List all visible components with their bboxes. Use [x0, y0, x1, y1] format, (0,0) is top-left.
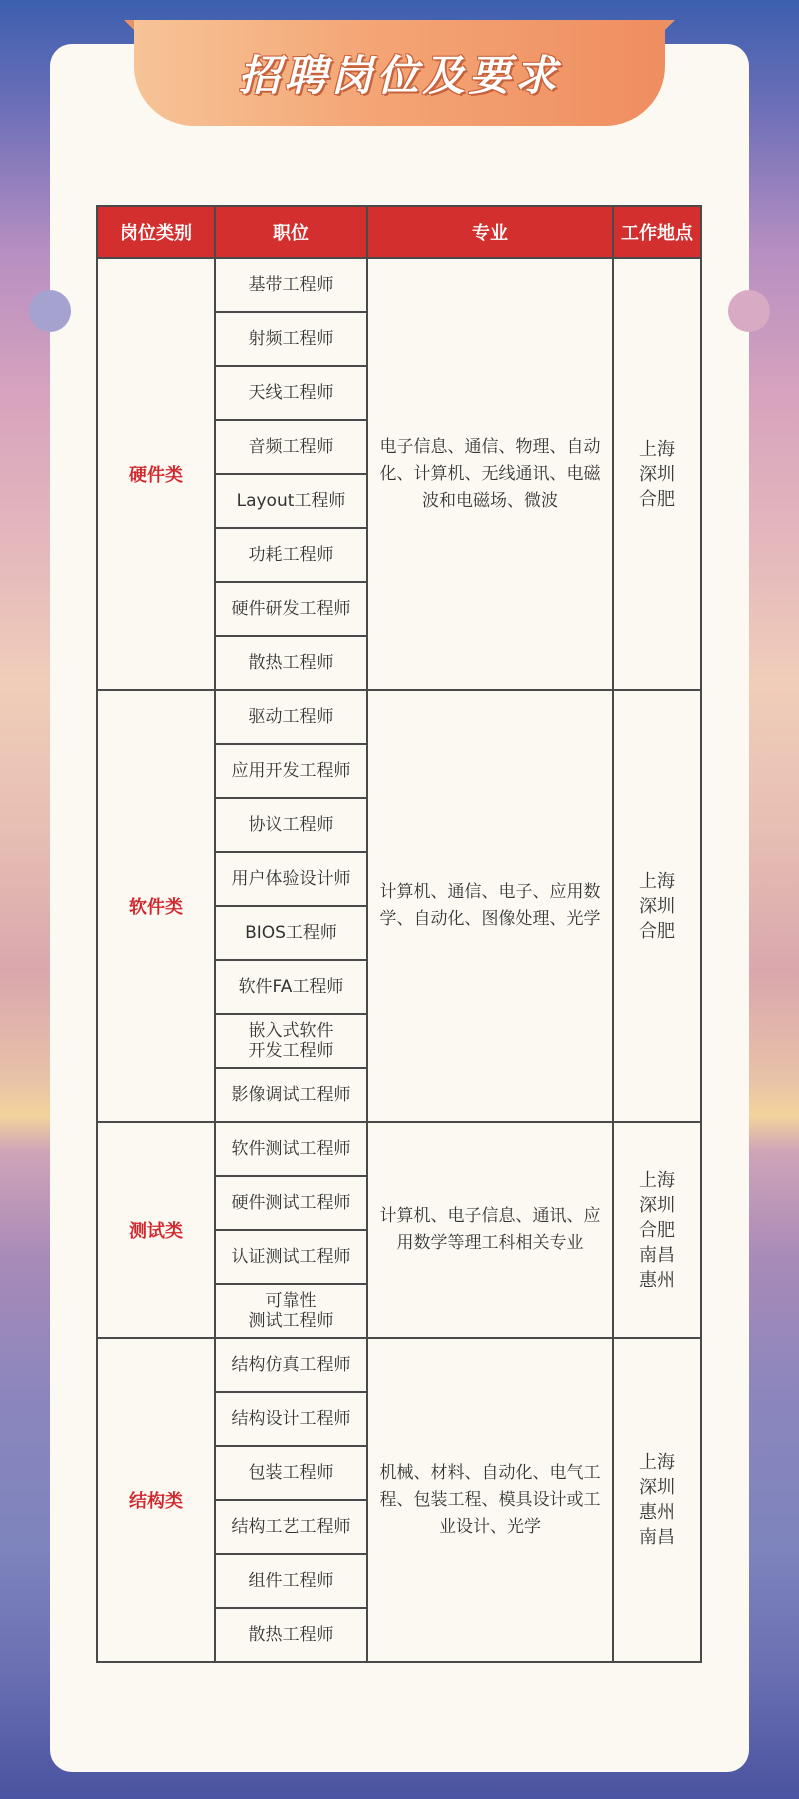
table-row: [97, 1122, 701, 1176]
position-cell: [215, 1068, 367, 1122]
position-cell: [215, 906, 367, 960]
position-cell: [215, 366, 367, 420]
position-cell: [215, 1230, 367, 1284]
major-text: 计算机、电子信息、通讯、应用数学等理工科相关专业: [379, 1206, 601, 1253]
position-cell: [215, 1014, 367, 1068]
position-cell: [215, 1608, 367, 1662]
major-cell: [367, 690, 613, 1122]
major-text: 计算机、通信、电子、应用数学、自动化、图像处理、光学: [379, 882, 601, 929]
position-cell: [215, 528, 367, 582]
position-cell: [215, 744, 367, 798]
position-label: 散热工程师: [248, 1625, 334, 1645]
table-row: [97, 690, 701, 744]
position-cell: [215, 1284, 367, 1338]
position-cell: [215, 1392, 367, 1446]
position-cell: [215, 312, 367, 366]
position-label: 功耗工程师: [248, 545, 334, 565]
position-cell: [215, 1500, 367, 1554]
position-label: 协议工程师: [248, 815, 334, 835]
position-cell: [215, 798, 367, 852]
major-cell: [367, 1338, 613, 1662]
position-label: 驱动工程师: [248, 707, 334, 727]
category-cell: 结构类: [97, 1338, 215, 1662]
position-cell: [215, 636, 367, 690]
position-cell: [215, 690, 367, 744]
table-row: [97, 258, 701, 312]
position-label: 包装工程师: [248, 1463, 334, 1483]
position-label: 基带工程师: [248, 275, 334, 295]
page-title: 招聘岗位及要求: [238, 51, 561, 100]
position-label: 影像调试工程师: [231, 1085, 351, 1105]
position-cell: [215, 1176, 367, 1230]
major-cell: [367, 1122, 613, 1338]
position-label: 结构仿真工程师: [231, 1355, 351, 1375]
location-cell: [613, 1338, 701, 1662]
major-text: 电子信息、通信、物理、自动化、计算机、无线通讯、电磁波和电磁场、微波: [379, 436, 601, 511]
header-category: 岗位类别: [97, 206, 215, 258]
position-label: 软件测试工程师: [231, 1139, 351, 1159]
position-label: 认证测试工程师: [231, 1247, 351, 1267]
category-cell: 测试类: [97, 1122, 215, 1338]
card-notch-left: [29, 290, 71, 332]
title-banner: [134, 20, 665, 126]
table-header-row: [97, 206, 701, 258]
position-cell: [215, 852, 367, 906]
location-cell: [613, 258, 701, 690]
position-label: 结构工艺工程师: [231, 1517, 351, 1537]
location-text: 上海 深圳 惠州 南昌: [639, 1452, 675, 1548]
location-cell: [613, 1122, 701, 1338]
position-label: Layout工程师: [236, 491, 346, 511]
header-location: 工作地点: [613, 206, 701, 258]
position-label: 音频工程师: [248, 437, 334, 457]
major-text: 机械、材料、自动化、电气工程、包装工程、模具设计或工业设计、光学: [379, 1462, 601, 1537]
recruitment-table: [96, 205, 702, 1663]
position-label: 嵌入式软件 开发工程师: [248, 1021, 334, 1061]
position-label: 可靠性 测试工程师: [248, 1291, 334, 1331]
location-cell: [613, 690, 701, 1122]
position-label: 天线工程师: [248, 383, 334, 403]
position-label: 应用开发工程师: [231, 761, 351, 781]
position-cell: [215, 1122, 367, 1176]
position-cell: [215, 258, 367, 312]
position-label: 结构设计工程师: [231, 1409, 351, 1429]
location-text: 上海 深圳 合肥: [639, 870, 675, 942]
location-text: 上海 深圳 合肥: [639, 438, 675, 510]
position-cell: [215, 1554, 367, 1608]
position-label: BIOS工程师: [245, 923, 337, 943]
card-notch-right: [728, 290, 770, 332]
position-label: 硬件研发工程师: [231, 599, 351, 619]
table-body: [97, 258, 701, 1662]
position-label: 射频工程师: [248, 329, 334, 349]
major-cell: [367, 258, 613, 690]
position-cell: [215, 960, 367, 1014]
position-cell: [215, 474, 367, 528]
position-label: 硬件测试工程师: [231, 1193, 351, 1213]
position-label: 用户体验设计师: [231, 869, 351, 889]
position-cell: [215, 582, 367, 636]
category-cell: 硬件类: [97, 258, 215, 690]
header-position: 职位: [215, 206, 367, 258]
position-cell: [215, 420, 367, 474]
location-text: 上海 深圳 合肥 南昌 惠州: [639, 1169, 675, 1291]
header-major: 专业: [367, 206, 613, 258]
table-row: [97, 1338, 701, 1392]
position-cell: [215, 1338, 367, 1392]
position-label: 软件FA工程师: [238, 977, 344, 997]
position-label: 散热工程师: [248, 653, 334, 673]
category-cell: 软件类: [97, 690, 215, 1122]
position-cell: [215, 1446, 367, 1500]
position-label: 组件工程师: [248, 1571, 334, 1591]
